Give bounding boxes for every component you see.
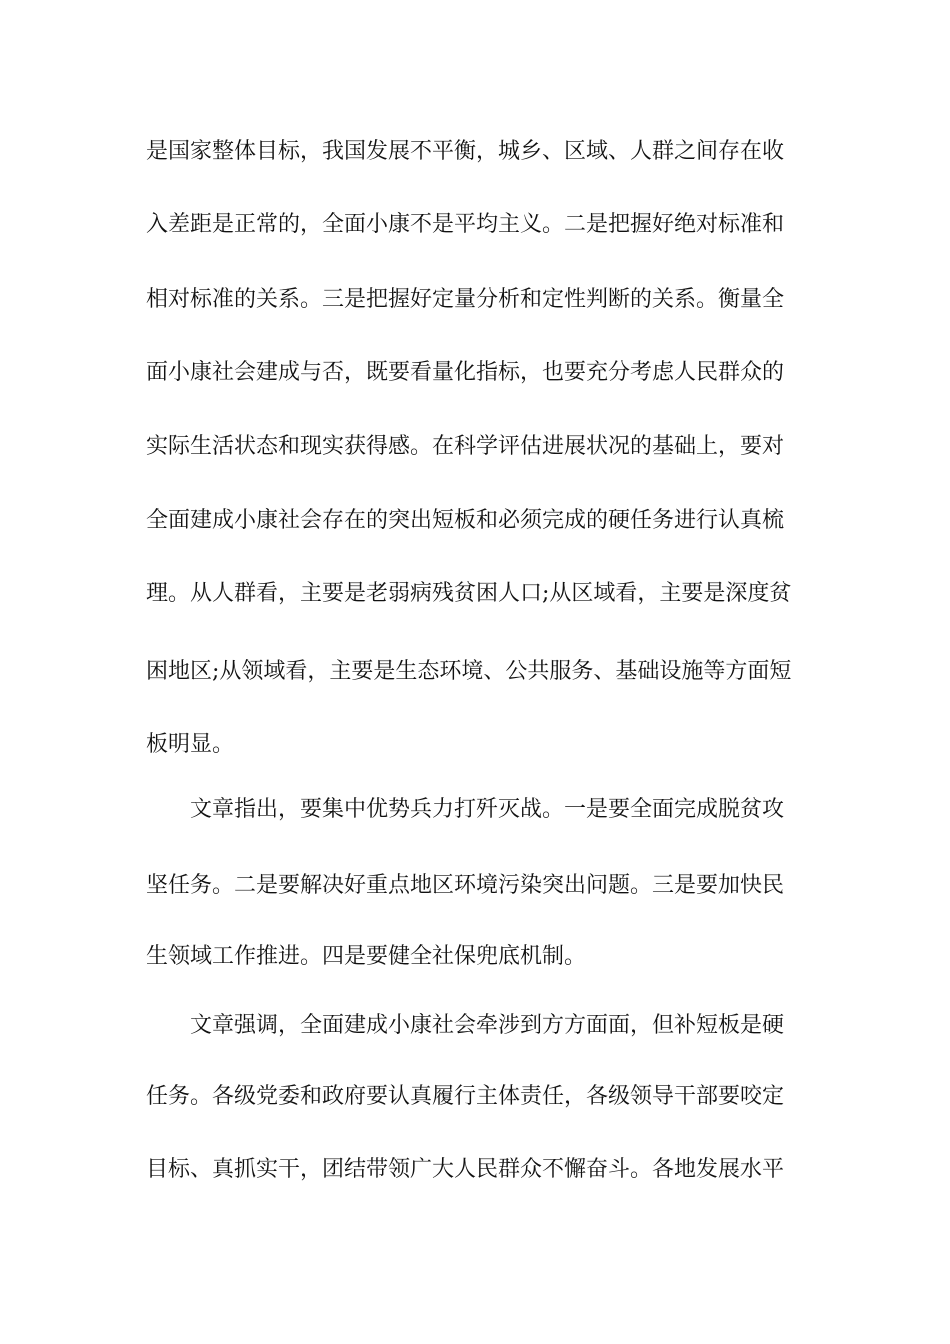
text-line: 生领域工作推进。四是要健全社保兜底机制。: [146, 944, 587, 969]
text-line: 坚任务。二是要解决好重点地区环境污染突出问题。三是要加快民: [146, 873, 785, 898]
text-line: 实际生活状态和现实获得感。在科学评估进展状况的基础上，要对: [146, 434, 785, 459]
text-line: 面小康社会建成与否，既要看量化指标，也要充分考虑人民群众的: [146, 360, 785, 385]
text-line: 困地区;从领域看，主要是生态环境、公共服务、基础设施等方面短: [146, 659, 792, 684]
text-line: 全面建成小康社会存在的突出短板和必须完成的硬任务进行认真梳: [146, 508, 785, 533]
paragraph-start-line: 文章指出，要集中优势兵力打歼灭战。一是要全面完成脱贫攻: [190, 797, 785, 822]
text-line: 板明显。: [146, 732, 235, 757]
text-line: 是国家整体目标，我国发展不平衡，城乡、区域、人群之间存在收: [146, 139, 785, 164]
text-line: 相对标准的关系。三是把握好定量分析和定性判断的关系。衡量全: [146, 287, 785, 312]
paragraph-start-line: 文章强调，全面建成小康社会牵涉到方方面面，但补短板是硬: [190, 1013, 785, 1038]
text-line: 理。从人群看，主要是老弱病残贫困人口;从区域看，主要是深度贫: [146, 581, 792, 606]
text-line: 目标、真抓实干，团结带领广大人民群众不懈奋斗。各地发展水平: [146, 1157, 785, 1182]
text-line: 任务。各级党委和政府要认真履行主体责任，各级领导干部要咬定: [146, 1084, 785, 1109]
text-line: 入差距是正常的，全面小康不是平均主义。二是把握好绝对标准和: [146, 212, 785, 237]
